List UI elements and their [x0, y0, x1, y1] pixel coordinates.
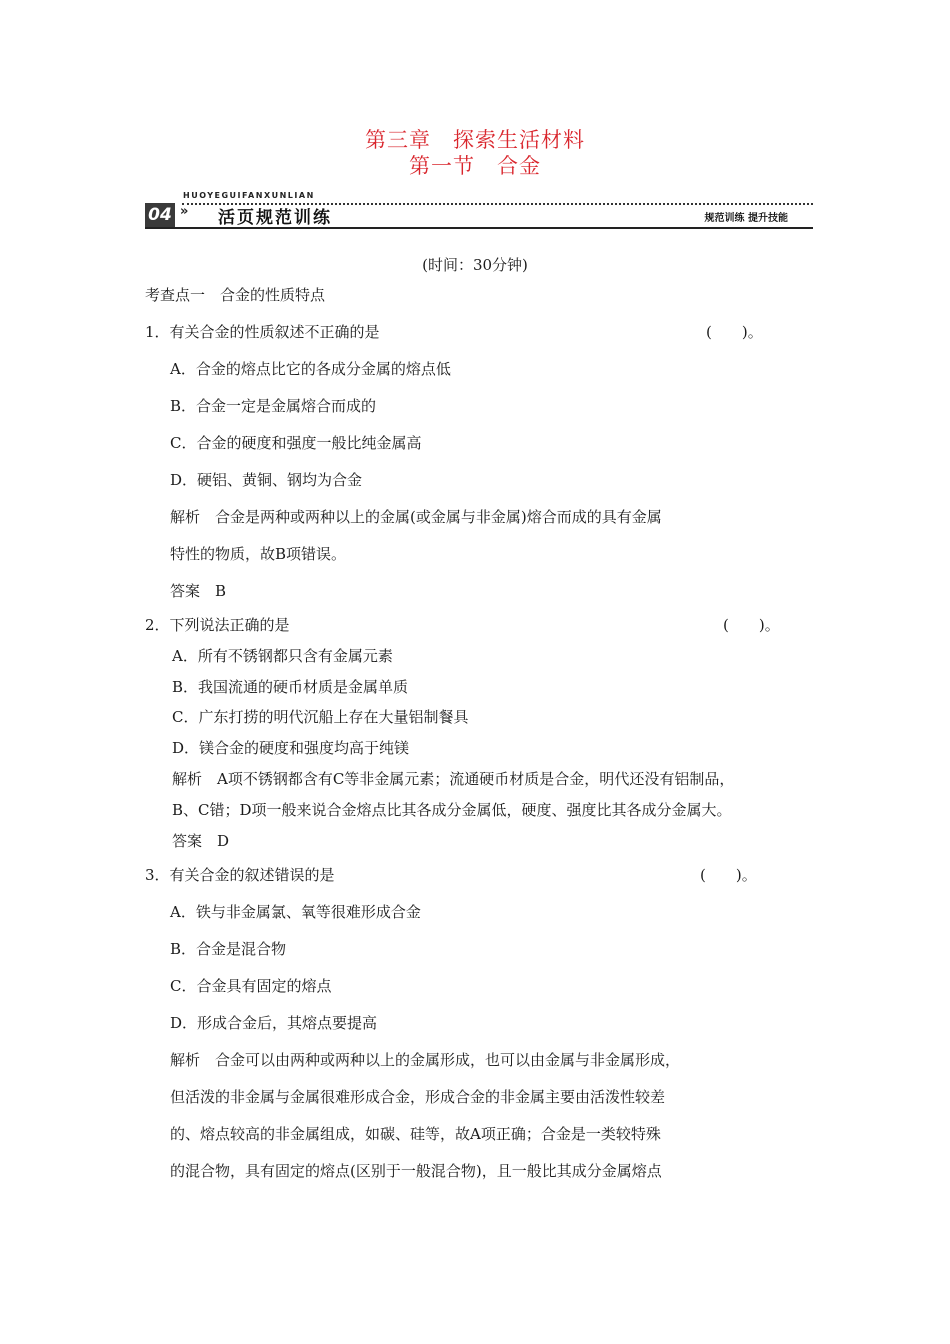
option-b: B．合金是混合物 — [170, 940, 287, 958]
answer-bracket: ( )。 — [700, 866, 757, 884]
option-a: A．所有不锈钢都只含有金属元素 — [172, 647, 393, 665]
option-c: C．广东打捞的明代沉船上存在大量铝制餐具 — [172, 708, 469, 726]
answer-line: 答案 B — [170, 582, 227, 600]
option-d: D．硬铝、黄铜、钢均为合金 — [170, 471, 363, 489]
banner-number-badge: 04 — [145, 203, 175, 227]
analysis-line: 的混合物，具有固定的熔点(区别于一般混合物)，且一般比其成分金属熔点 — [170, 1162, 662, 1180]
option-d: D．形成合金后，其熔点要提高 — [170, 1014, 378, 1032]
option-b: B．合金一定是金属熔合而成的 — [170, 397, 377, 415]
option-a: A．铁与非金属氯、氧等很难形成合金 — [170, 903, 421, 921]
analysis-line: 解析 A项不锈钢都含有C等非金属元素；流通硬币材质是合金，明代还没有铝制品， — [172, 770, 735, 788]
option-a: A．合金的熔点比它的各成分金属的熔点低 — [170, 360, 451, 378]
answer-bracket: ( )。 — [723, 616, 780, 634]
double-chevron-icon: » — [180, 204, 189, 219]
question-stem: 2．下列说法正确的是 — [145, 616, 290, 634]
analysis-line: 解析 合金可以由两种或两种以上的金属形成，也可以由金属与非金属形成， — [170, 1051, 681, 1069]
analysis-line: B、C错；D项一般来说合金熔点比其各成分金属低，硬度、强度比其各成分金属大。 — [172, 801, 732, 819]
analysis-line: 但活泼的非金属与金属很难形成合金，形成合金的非金属主要由活泼性较差 — [170, 1088, 666, 1106]
question-stem: 3．有关合金的叙述错误的是 — [145, 866, 335, 884]
answer-bracket: ( )。 — [706, 323, 763, 341]
answer-line: 答案 D — [172, 832, 230, 850]
analysis-line: 特性的物质，故B项错误。 — [170, 545, 347, 563]
time-note: (时间：30分钟) — [422, 256, 528, 274]
analysis-line: 的、熔点较高的非金属组成，如碳、硅等，故A项正确；合金是一类较特殊 — [170, 1125, 661, 1143]
question-stem: 1．有关合金的性质叙述不正确的是 — [145, 323, 380, 341]
chapter-title: 第三章 探索生活材料 — [365, 128, 585, 152]
option-d: D．镁合金的硬度和强度均高于纯镁 — [172, 739, 410, 757]
banner-title: 活页规范训练 — [218, 208, 332, 228]
option-c: C．合金具有固定的熔点 — [170, 977, 332, 995]
section-point-heading: 考查点一 合金的性质特点 — [145, 286, 326, 304]
banner-pinyin: HUOYEGUIFANXUNLIAN — [183, 191, 315, 200]
option-c: C．合金的硬度和强度一般比纯金属高 — [170, 434, 422, 452]
option-b: B．我国流通的硬币材质是金属单质 — [172, 678, 409, 696]
section-title: 第一节 合金 — [409, 154, 541, 178]
banner-slogan: 规范训练 提升技能 — [704, 213, 788, 224]
analysis-line: 解析 合金是两种或两种以上的金属(或金属与非金属)熔合而成的具有金属 — [170, 508, 662, 526]
section-banner — [145, 193, 813, 229]
